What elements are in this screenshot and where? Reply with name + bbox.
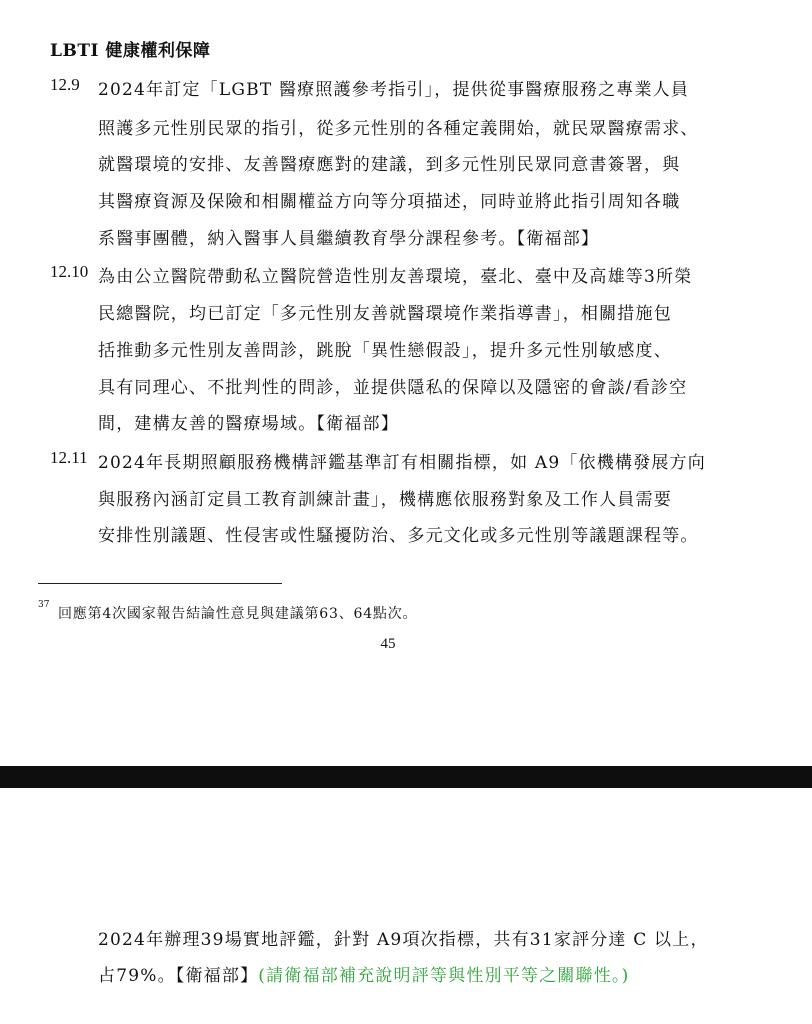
item-line: 照護多元性別民眾的指引，從多元性別的各種定義開始，就民眾醫療需求、: [98, 119, 699, 139]
item-number: 12.11: [50, 448, 88, 467]
item-line: 間，建構友善的醫療場域。【衛福部】: [98, 414, 399, 434]
page-number: 45: [380, 636, 396, 652]
section-heading: LBTI 健康權利保障: [50, 41, 211, 61]
footnote-text: 回應第4次國家報告結論性意見與建議第63、64點次。: [58, 606, 418, 622]
item-line: 括推動多元性別友善問診，跳脫「異性戀假設」，提升多元性別敏感度、: [98, 341, 672, 361]
item-line: 就醫環境的安排、友善醫療應對的建議，到多元性別民眾同意書簽署，與: [98, 155, 681, 175]
footnote-mark: 37: [38, 600, 50, 610]
item-line: 具有同理心、不批判性的問診，並提供隱私的保障以及隱密的會談/看診空: [98, 378, 688, 398]
item-line: 2024年訂定「LGBT 醫療照護參考指引」，提供從事醫療服務之專業人員: [98, 80, 690, 100]
bottom-line-1: 2024年辦理39場實地評鑑，針對 A9項次指標，共有31家評分達 C 以上，: [98, 930, 709, 950]
bottom-line-2: [98, 961, 629, 986]
item-line: 為由公立醫院帶動私立醫院營造性別友善環境，臺北、臺中及高雄等3所榮: [98, 267, 693, 287]
bottom-line-2-text: 占79%。【衛福部】: [98, 966, 259, 986]
item-number: 12.10: [50, 262, 89, 281]
item-line: 系醫事團體，納入醫事人員繼續教育學分課程參考。【衛福部】: [98, 229, 600, 249]
page-separator-bar: [0, 766, 812, 788]
item-number: 12.9: [50, 75, 80, 94]
review-comment: (請衛福部補充說明評等與性別平等之關聯性。): [258, 966, 630, 986]
item-line: 與服務內涵訂定員工教育訓練計畫」，機構應依服務對象及工作人員需要: [98, 490, 672, 510]
item-line: 民總醫院，均已訂定「多元性別友善就醫環境作業指導書」，相關措施包: [98, 304, 672, 324]
item-line: 其醫療資源及保險和相關權益方向等分項描述，同時並將此指引周知各職: [98, 192, 681, 212]
footnote-divider: [38, 583, 282, 584]
item-line: 2024年長期照顧服務機構評鑑基準訂有相關指標，如 A9「依機構發展方向: [98, 453, 706, 473]
item-line: 安排性別議題、性侵害或性騷擾防治、多元文化或多元性別等議題課程等。: [98, 526, 699, 546]
